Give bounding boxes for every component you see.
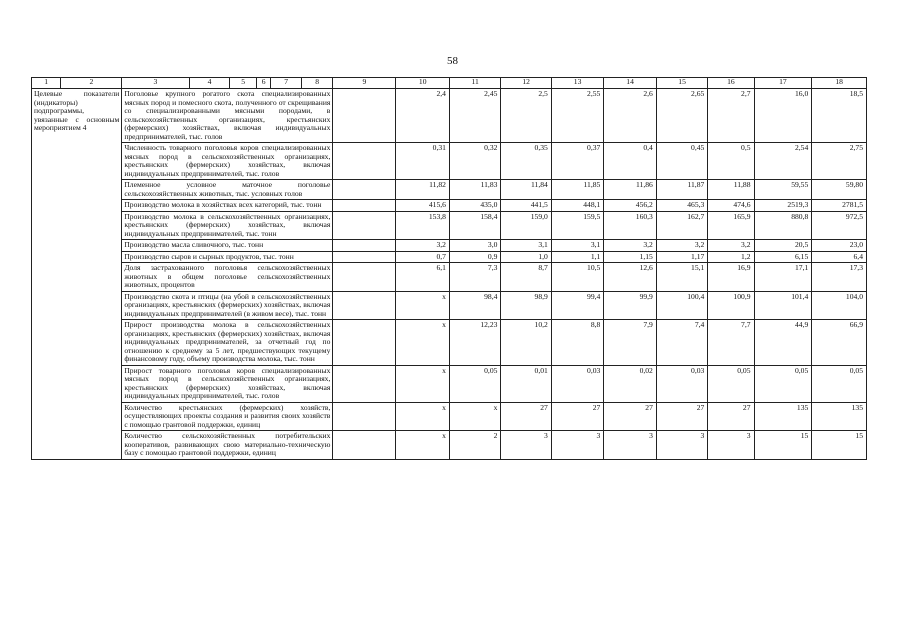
value-cell: 3,2 bbox=[656, 240, 707, 252]
value-cell: 98,9 bbox=[501, 291, 551, 320]
value-cell: 0,05 bbox=[754, 365, 812, 402]
value-cell: 27 bbox=[656, 402, 707, 431]
value-cell: 2 bbox=[449, 431, 500, 460]
value-cell: 10,2 bbox=[501, 320, 551, 366]
value-cell: 6,4 bbox=[812, 251, 867, 263]
column-number: 17 bbox=[754, 78, 812, 89]
table-row bbox=[32, 143, 867, 180]
value-cell: 0,05 bbox=[812, 365, 867, 402]
value-cell: 135 bbox=[754, 402, 812, 431]
column-number: 13 bbox=[551, 78, 604, 89]
indicator-description: Прирост производства молока в сельскохозяйственных организациях, крестьянских (фермерских) хозяйствах, включая индивидуальных предпринимателей, за отчетный год по отношению к среднему за 5 лет, предшествующих текущему финансовому году, объему производства молока, тыс. тонн bbox=[122, 320, 333, 366]
value-cell: 3 bbox=[604, 431, 657, 460]
value-cell: 1,17 bbox=[656, 251, 707, 263]
value-cell: 2781,5 bbox=[812, 200, 867, 212]
value-cell: 159,5 bbox=[551, 211, 604, 240]
value-cell: 2,65 bbox=[656, 89, 707, 143]
value-cell: 474,6 bbox=[708, 200, 754, 212]
column-number: 2 bbox=[61, 78, 122, 89]
value-cell: 160,3 bbox=[604, 211, 657, 240]
table-row bbox=[32, 180, 867, 200]
value-cell: 15,1 bbox=[656, 263, 707, 292]
value-cell: 2519,3 bbox=[754, 200, 812, 212]
value-cell: 44,9 bbox=[754, 320, 812, 366]
value-cell bbox=[333, 291, 396, 320]
value-cell: 6,1 bbox=[396, 263, 450, 292]
value-cell: 27 bbox=[501, 402, 551, 431]
column-number: 15 bbox=[656, 78, 707, 89]
value-cell: 11,82 bbox=[396, 180, 450, 200]
value-cell: 11,85 bbox=[551, 180, 604, 200]
value-cell: х bbox=[396, 431, 450, 460]
indicator-description: Численность товарного поголовья коров специализированных мясных пород в сельскохозяйственных организациях, крестьянских (фермерских) хозяйствах, включая индивидуальных предпринимателей, тыс. голов bbox=[122, 143, 333, 180]
value-cell bbox=[333, 180, 396, 200]
value-cell: 6,15 bbox=[754, 251, 812, 263]
value-cell: 456,2 bbox=[604, 200, 657, 212]
table-row bbox=[32, 240, 867, 252]
value-cell bbox=[333, 251, 396, 263]
value-cell: 0,37 bbox=[551, 143, 604, 180]
value-cell: 880,8 bbox=[754, 211, 812, 240]
value-cell: 0,03 bbox=[656, 365, 707, 402]
value-cell: 0,05 bbox=[449, 365, 500, 402]
column-number: 1 bbox=[32, 78, 61, 89]
value-cell: 162,7 bbox=[656, 211, 707, 240]
value-cell: 3,2 bbox=[396, 240, 450, 252]
value-cell: 2,54 bbox=[754, 143, 812, 180]
value-cell bbox=[333, 402, 396, 431]
value-cell: 165,9 bbox=[708, 211, 754, 240]
value-cell: 135 bbox=[812, 402, 867, 431]
value-cell: 20,5 bbox=[754, 240, 812, 252]
column-number: 7 bbox=[271, 78, 301, 89]
table-row bbox=[32, 200, 867, 212]
value-cell: 2,7 bbox=[708, 89, 754, 143]
value-cell: 98,4 bbox=[449, 291, 500, 320]
value-cell: 0,32 bbox=[449, 143, 500, 180]
value-cell: 7,4 bbox=[656, 320, 707, 366]
value-cell: 11,83 bbox=[449, 180, 500, 200]
value-cell: 972,5 bbox=[812, 211, 867, 240]
value-cell: 0,01 bbox=[501, 365, 551, 402]
indicator-description: Количество крестьянских (фермерских) хозяйств, осуществляющих проекты создания и развития своих хозяйств с помощью грантовой поддержки, единиц bbox=[122, 402, 333, 431]
value-cell bbox=[333, 365, 396, 402]
value-cell: х bbox=[396, 402, 450, 431]
column-number: 5 bbox=[230, 78, 256, 89]
value-cell: 1,0 bbox=[501, 251, 551, 263]
value-cell bbox=[333, 263, 396, 292]
value-cell: х bbox=[449, 402, 500, 431]
value-cell: х bbox=[396, 291, 450, 320]
value-cell: 7,7 bbox=[708, 320, 754, 366]
column-number: 12 bbox=[501, 78, 551, 89]
value-cell bbox=[333, 240, 396, 252]
value-cell: 158,4 bbox=[449, 211, 500, 240]
value-cell: 3 bbox=[656, 431, 707, 460]
column-number: 11 bbox=[449, 78, 500, 89]
value-cell: 11,86 bbox=[604, 180, 657, 200]
column-number: 14 bbox=[604, 78, 657, 89]
indicator-description: Производство скота и птицы (на убой в сельскохозяйственных организациях, крестьянских (фермерских) хозяйствах, включая индивидуальных предпринимателей (в живом весе), тыс. тонн bbox=[122, 291, 333, 320]
value-cell: 1,1 bbox=[551, 251, 604, 263]
value-cell: 11,84 bbox=[501, 180, 551, 200]
value-cell: 27 bbox=[604, 402, 657, 431]
value-cell: 17,3 bbox=[812, 263, 867, 292]
column-number: 18 bbox=[812, 78, 867, 89]
value-cell: 3,2 bbox=[708, 240, 754, 252]
value-cell bbox=[333, 143, 396, 180]
value-cell: 2,75 bbox=[812, 143, 867, 180]
value-cell: 27 bbox=[551, 402, 604, 431]
value-cell: 15 bbox=[812, 431, 867, 460]
value-cell: 448,1 bbox=[551, 200, 604, 212]
value-cell: 0,5 bbox=[708, 143, 754, 180]
value-cell: 3,1 bbox=[551, 240, 604, 252]
goal-indicators-cell: Целевые показатели (индикаторы) подпрограммы, увязанные с основным мероприятием 4 bbox=[32, 89, 122, 460]
value-cell: 59,55 bbox=[754, 180, 812, 200]
value-cell: 2,55 bbox=[551, 89, 604, 143]
value-cell: 0,31 bbox=[396, 143, 450, 180]
value-cell: 3 bbox=[551, 431, 604, 460]
value-cell bbox=[333, 320, 396, 366]
value-cell: 27 bbox=[708, 402, 754, 431]
indicators-table bbox=[31, 77, 867, 460]
indicator-description: Прирост товарного поголовья коров специализированных мясных пород в сельскохозяйственных организациях, крестьянских (фермерских) хозяйствах, включая индивидуальных предпринимателей, тыс. голов bbox=[122, 365, 333, 402]
value-cell: 17,1 bbox=[754, 263, 812, 292]
value-cell: 12,23 bbox=[449, 320, 500, 366]
indicator-description: Количество сельскохозяйственных потребительских кооперативов, развивающих свою материально-техническую базу с помощью грантовой поддержки, единиц bbox=[122, 431, 333, 460]
column-number: 6 bbox=[256, 78, 271, 89]
table-row bbox=[32, 365, 867, 402]
value-cell: 18,5 bbox=[812, 89, 867, 143]
indicator-description: Производство масла сливочного, тыс. тонн bbox=[122, 240, 333, 252]
value-cell: 59,80 bbox=[812, 180, 867, 200]
value-cell: 0,4 bbox=[604, 143, 657, 180]
value-cell: 15 bbox=[754, 431, 812, 460]
header-row bbox=[32, 78, 867, 89]
value-cell bbox=[333, 200, 396, 212]
value-cell: 3 bbox=[708, 431, 754, 460]
table-row bbox=[32, 251, 867, 263]
value-cell: 3,1 bbox=[501, 240, 551, 252]
value-cell: 7,9 bbox=[604, 320, 657, 366]
value-cell: 10,5 bbox=[551, 263, 604, 292]
column-number: 10 bbox=[396, 78, 450, 89]
value-cell: 415,6 bbox=[396, 200, 450, 212]
value-cell: 2,5 bbox=[501, 89, 551, 143]
value-cell: 441,5 bbox=[501, 200, 551, 212]
value-cell: 99,4 bbox=[551, 291, 604, 320]
value-cell: 3,0 bbox=[449, 240, 500, 252]
value-cell: 8,7 bbox=[501, 263, 551, 292]
column-number: 16 bbox=[708, 78, 754, 89]
value-cell: 435,0 bbox=[449, 200, 500, 212]
value-cell: 2,4 bbox=[396, 89, 450, 143]
value-cell: 16,0 bbox=[754, 89, 812, 143]
value-cell bbox=[333, 211, 396, 240]
value-cell: 2,6 bbox=[604, 89, 657, 143]
value-cell: 0,7 bbox=[396, 251, 450, 263]
value-cell: 16,9 bbox=[708, 263, 754, 292]
value-cell: 11,88 bbox=[708, 180, 754, 200]
table-row bbox=[32, 263, 867, 292]
value-cell: 66,9 bbox=[812, 320, 867, 366]
indicator-description: Племенное условное маточное поголовье сельскохозяйственных животных, тыс. условных голов bbox=[122, 180, 333, 200]
table-row bbox=[32, 320, 867, 366]
value-cell: 2,45 bbox=[449, 89, 500, 143]
table-row bbox=[32, 291, 867, 320]
value-cell: 0,05 bbox=[708, 365, 754, 402]
indicator-description: Производство сыров и сырных продуктов, тыс. тонн bbox=[122, 251, 333, 263]
value-cell: 0,45 bbox=[656, 143, 707, 180]
value-cell: 465,3 bbox=[656, 200, 707, 212]
value-cell: 104,0 bbox=[812, 291, 867, 320]
value-cell: 11,87 bbox=[656, 180, 707, 200]
value-cell: 0,9 bbox=[449, 251, 500, 263]
value-cell: 100,9 bbox=[708, 291, 754, 320]
column-number: 3 bbox=[122, 78, 189, 89]
value-cell: 0,35 bbox=[501, 143, 551, 180]
value-cell: 7,3 bbox=[449, 263, 500, 292]
value-cell: 153,8 bbox=[396, 211, 450, 240]
page-number: 58 bbox=[447, 55, 458, 67]
value-cell: 0,03 bbox=[551, 365, 604, 402]
indicator-description: Производство молока в сельскохозяйственных организациях, крестьянских (фермерских) хозяйствах, включая индивидуальных предпринимателей, тыс. тонн bbox=[122, 211, 333, 240]
value-cell: 100,4 bbox=[656, 291, 707, 320]
value-cell: 101,4 bbox=[754, 291, 812, 320]
value-cell: х bbox=[396, 365, 450, 402]
value-cell: 23,0 bbox=[812, 240, 867, 252]
table-row bbox=[32, 431, 867, 460]
value-cell: 3 bbox=[501, 431, 551, 460]
value-cell: 159,0 bbox=[501, 211, 551, 240]
value-cell: 8,8 bbox=[551, 320, 604, 366]
value-cell: 99,9 bbox=[604, 291, 657, 320]
value-cell: 3,2 bbox=[604, 240, 657, 252]
table-row bbox=[32, 402, 867, 431]
value-cell: 1,2 bbox=[708, 251, 754, 263]
value-cell bbox=[333, 89, 396, 143]
table-row bbox=[32, 89, 867, 143]
column-number: 9 bbox=[333, 78, 396, 89]
indicator-description: Производство молока в хозяйствах всех категорий, тыс. тонн bbox=[122, 200, 333, 212]
column-number: 4 bbox=[189, 78, 230, 89]
indicator-description: Поголовье крупного рогатого скота специализированных мясных пород и помесного скота, полученного от скрещивания со специализированными мясными породами, в сельскохозяйственных организациях, крестьянских (фермерских) хозяйствах, включая индивидуальных предпринимателей, тыс. голов bbox=[122, 89, 333, 143]
value-cell: 1,15 bbox=[604, 251, 657, 263]
column-number: 8 bbox=[301, 78, 333, 89]
table-row bbox=[32, 211, 867, 240]
value-cell: х bbox=[396, 320, 450, 366]
value-cell bbox=[333, 431, 396, 460]
value-cell: 0,02 bbox=[604, 365, 657, 402]
indicator-description: Доля застрахованного поголовья сельскохозяйственных животных в общем поголовье сельскохозяйственных животных, процентов bbox=[122, 263, 333, 292]
value-cell: 12,6 bbox=[604, 263, 657, 292]
